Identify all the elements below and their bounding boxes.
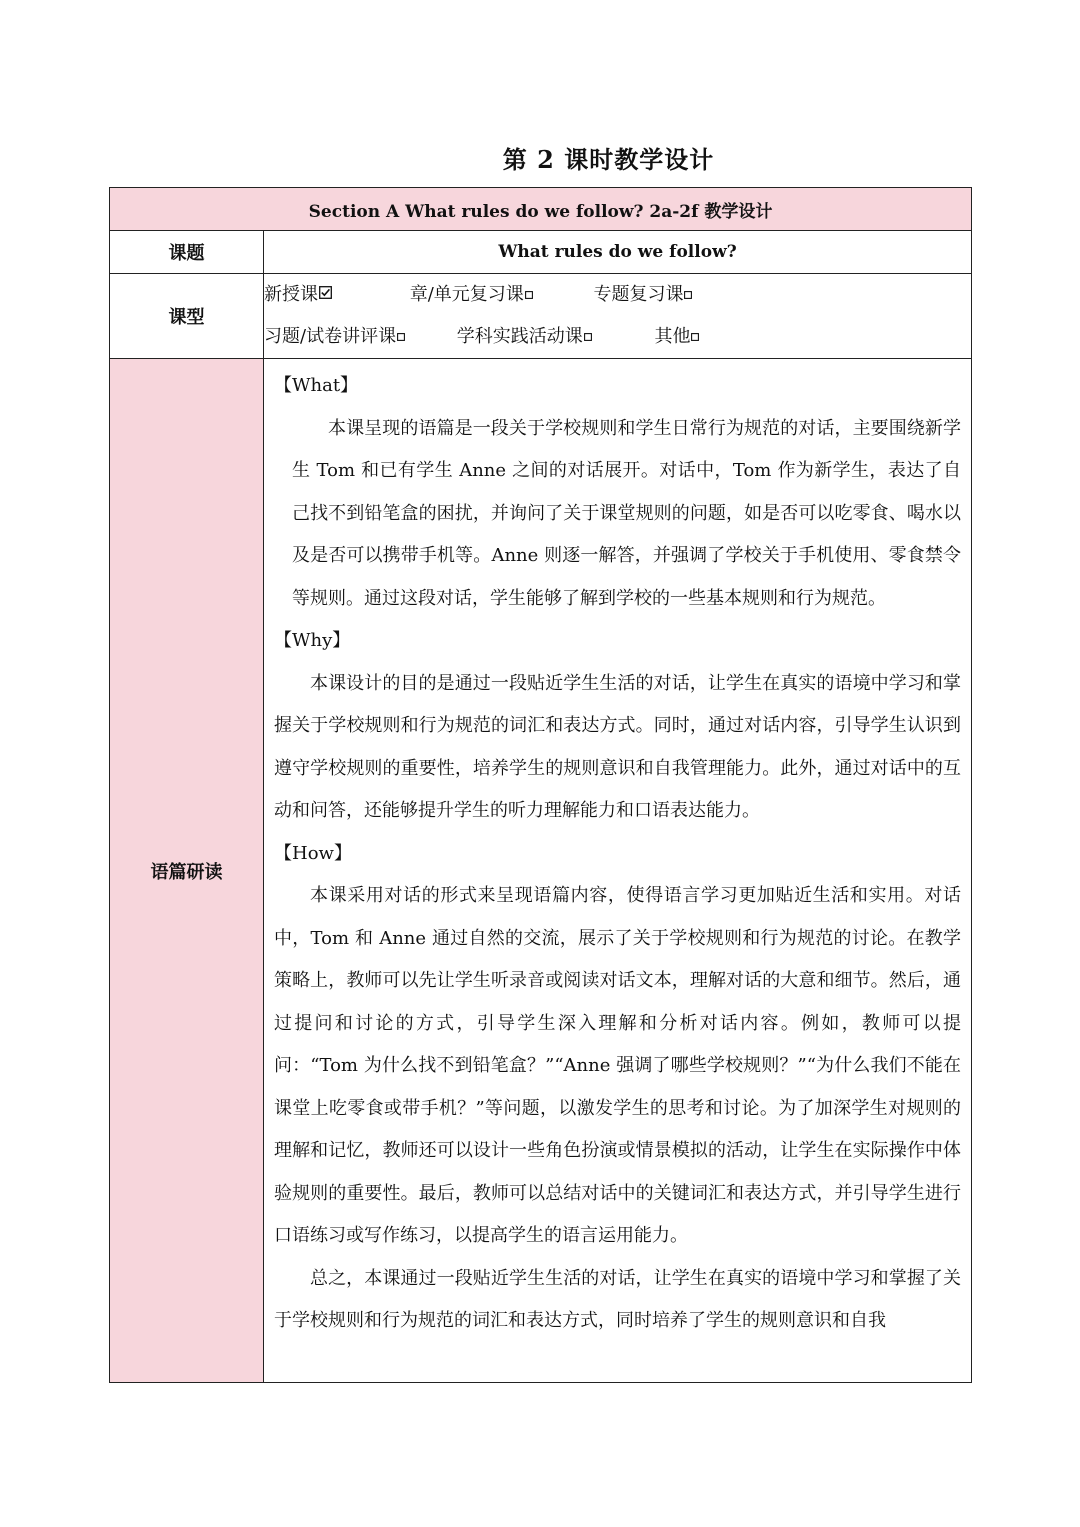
lesson-type-options [264,274,972,359]
table-header: Section A What rules do we follow? 2a-2f 教学设计 [110,188,972,231]
option-label: 其他 [654,326,691,347]
lesson-type-row [110,274,972,359]
option-new-lesson[interactable] [264,274,404,316]
option-other[interactable] [654,316,699,358]
topic-row [110,231,972,274]
why-heading: 【Why】 [274,630,351,651]
checkbox-checked-icon[interactable] [319,273,332,315]
checkbox-icon[interactable] [397,315,405,357]
option-label: 章/单元复习课 [409,284,524,305]
why-paragraph: 本课设计的目的是通过一段贴近学生生活的对话，让学生在真实的语境中学习和掌握关于学校规则和行为规范的词汇和表达方式。同时，通过对话内容，引导学生认识到遵守学校规则的重要性，培养学生的规则意识和自我管理能力。此外，通过对话中的互动和问答，还能够提升学生的听力理解能力和口语表达能力。 [274,672,962,821]
how-paragraph: 本课采用对话的形式来呈现语篇内容，使得语言学习更加贴近生活和实用。对话中，Tom 和 Anne 通过自然的交流，展示了关于学校规则和行为规范的讨论。在教学策略上，教师可以先让学生听录音或阅读对话文本，理解对话的大意和细节。然后，通过提问和讨论的方式，引导学生深入理解和分析对话内容。例如，教师可以提问：“Tom 为什么找不到铅笔盒？”“Anne 强调了哪些学校规则？”“为什么我们不能在课堂上吃零食或带手机？”等问题，以激发学生的思考和讨论。为了加深学生对规则的理解和记忆，教师还可以设计一些角色扮演或情景模拟的活动，让学生在实际操作中体验规则的重要性。最后，教师可以总结对话中的关键词汇和表达方式，并引导学生进行口语练习或写作练习，以提高学生的语言运用能力。 [274,885,962,1246]
text-reading-label: 语篇研读 [110,359,264,1383]
lesson-design-table [109,187,972,1383]
lesson-type-line-2 [264,316,971,358]
how-heading: 【How】 [274,842,352,864]
option-label: 新授课 [264,284,318,305]
option-exercise-review[interactable] [264,316,451,358]
text-reading-content [264,359,972,1383]
topic-value: What rules do we follow? [264,231,972,274]
lesson-type-line-1 [264,274,971,316]
option-unit-review[interactable] [410,274,588,316]
option-label: 学科实践活动课 [456,326,583,347]
what-heading: 【What】 [274,375,359,396]
option-label: 习题/试卷讲评课 [264,326,397,347]
option-label: 专题复习课 [593,284,684,305]
page-title: 第 2 课时教学设计 [502,145,715,174]
option-topic-review[interactable] [593,274,692,316]
lesson-type-label: 课型 [110,274,264,359]
checkbox-icon[interactable] [691,315,699,357]
topic-label: 课题 [110,231,264,274]
checkbox-icon[interactable] [584,315,592,357]
text-reading-row [110,359,972,1383]
summary-paragraph: 总之，本课通过一段贴近学生生活的对话，让学生在真实的语境中学习和掌握了关于学校规则和行为规范的词汇和表达方式，同时培养了学生的规则意识和自我 [274,1267,962,1331]
checkbox-icon[interactable] [525,273,533,315]
table-header-row [110,188,972,231]
option-practice-activity[interactable] [457,316,649,358]
checkbox-icon[interactable] [684,273,692,315]
what-paragraph: 本课呈现的语篇是一段关于学校规则和学生日常行为规范的对话，主要围绕新学生 Tom 和已有学生 Anne 之间的对话展开。对话中，Tom 作为新学生，表达了自己找不到铅笔盒的困扰，并询问了关于课堂规则的问题，如是否可以吃零食、喝水以及是否可以携带手机等。Anne 则逐一解答，并强调了学校关于手机使用、零食禁令等规则。通过这段对话，学生能够了解到学校的一些基本规则和行为规范。 [292,417,962,609]
